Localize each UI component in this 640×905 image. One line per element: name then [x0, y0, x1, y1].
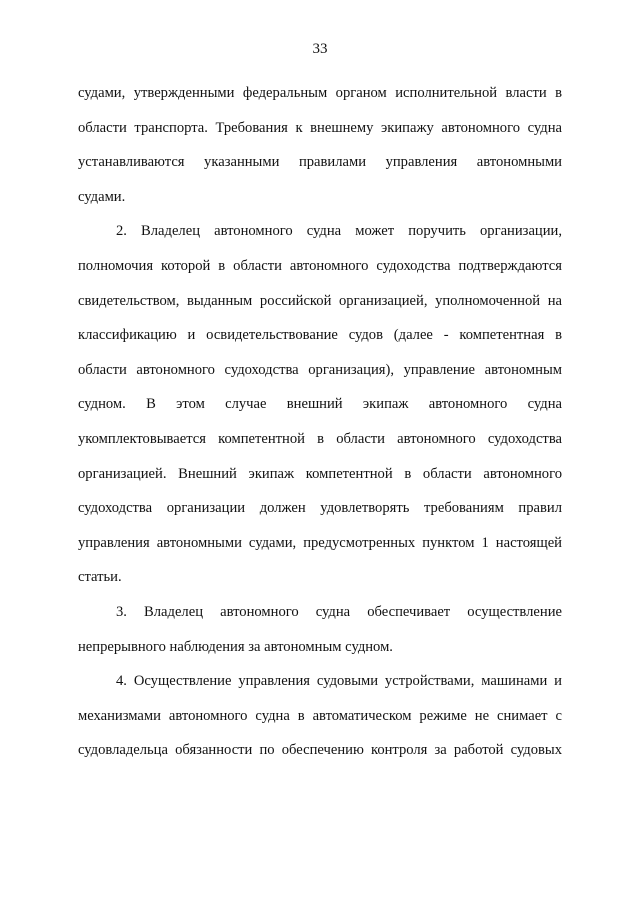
paragraph-1-continuation — [78, 76, 562, 214]
text-line: статьи. — [78, 569, 122, 586]
text-line: полномочия которой в области автономного судоходства подтверждаются — [78, 257, 562, 274]
text-line: организацией. Внешний экипаж компетентной в области автономного — [78, 465, 562, 482]
text-line: судами, утвержденными федеральным органом исполнительной власти в — [78, 85, 562, 101]
text-line: классификацию и освидетельствование судов (далее - компетентная в — [78, 327, 562, 344]
text-line: судовладельца обязанности по обеспечению контроля за работой судовых — [78, 742, 562, 759]
text-line: 4. Осуществление управления судовыми устройствами, машинами и — [116, 673, 562, 690]
text-line: укомплектовывается компетентной в области автономного судоходства — [78, 430, 562, 447]
text-line: судами. — [78, 188, 126, 205]
document-body — [78, 76, 562, 768]
page-number: 33 — [312, 41, 328, 57]
paragraph-3 — [78, 595, 562, 664]
text-line: управления автономными судами, предусмотренных пунктом 1 настоящей — [78, 534, 562, 551]
paragraph-2 — [78, 214, 562, 595]
text-line: свидетельством, выданным российской организацией, уполномоченной на — [78, 292, 562, 309]
text-line: механизмами автономного судна в автоматическом режиме не снимает с — [78, 707, 562, 724]
text-line: области автономного судоходства организация), управление автономным — [78, 361, 562, 378]
text-line: 3. Владелец автономного судна обеспечивает осуществление — [116, 603, 562, 620]
text-line: области транспорта. Требования к внешнему экипажу автономного судна — [78, 119, 562, 136]
text-line: 2. Владелец автономного судна может поручить организации, — [116, 223, 562, 240]
text-line: судоходства организации должен удовлетворять требованиям правил — [78, 500, 562, 517]
text-line: устанавливаются указанными правилами управления автономными — [78, 154, 562, 171]
text-line: судном. В этом случае внешний экипаж автономного судна — [78, 396, 562, 413]
paragraph-4 — [78, 664, 562, 768]
text-line: непрерывного наблюдения за автономным судном. — [78, 638, 393, 655]
